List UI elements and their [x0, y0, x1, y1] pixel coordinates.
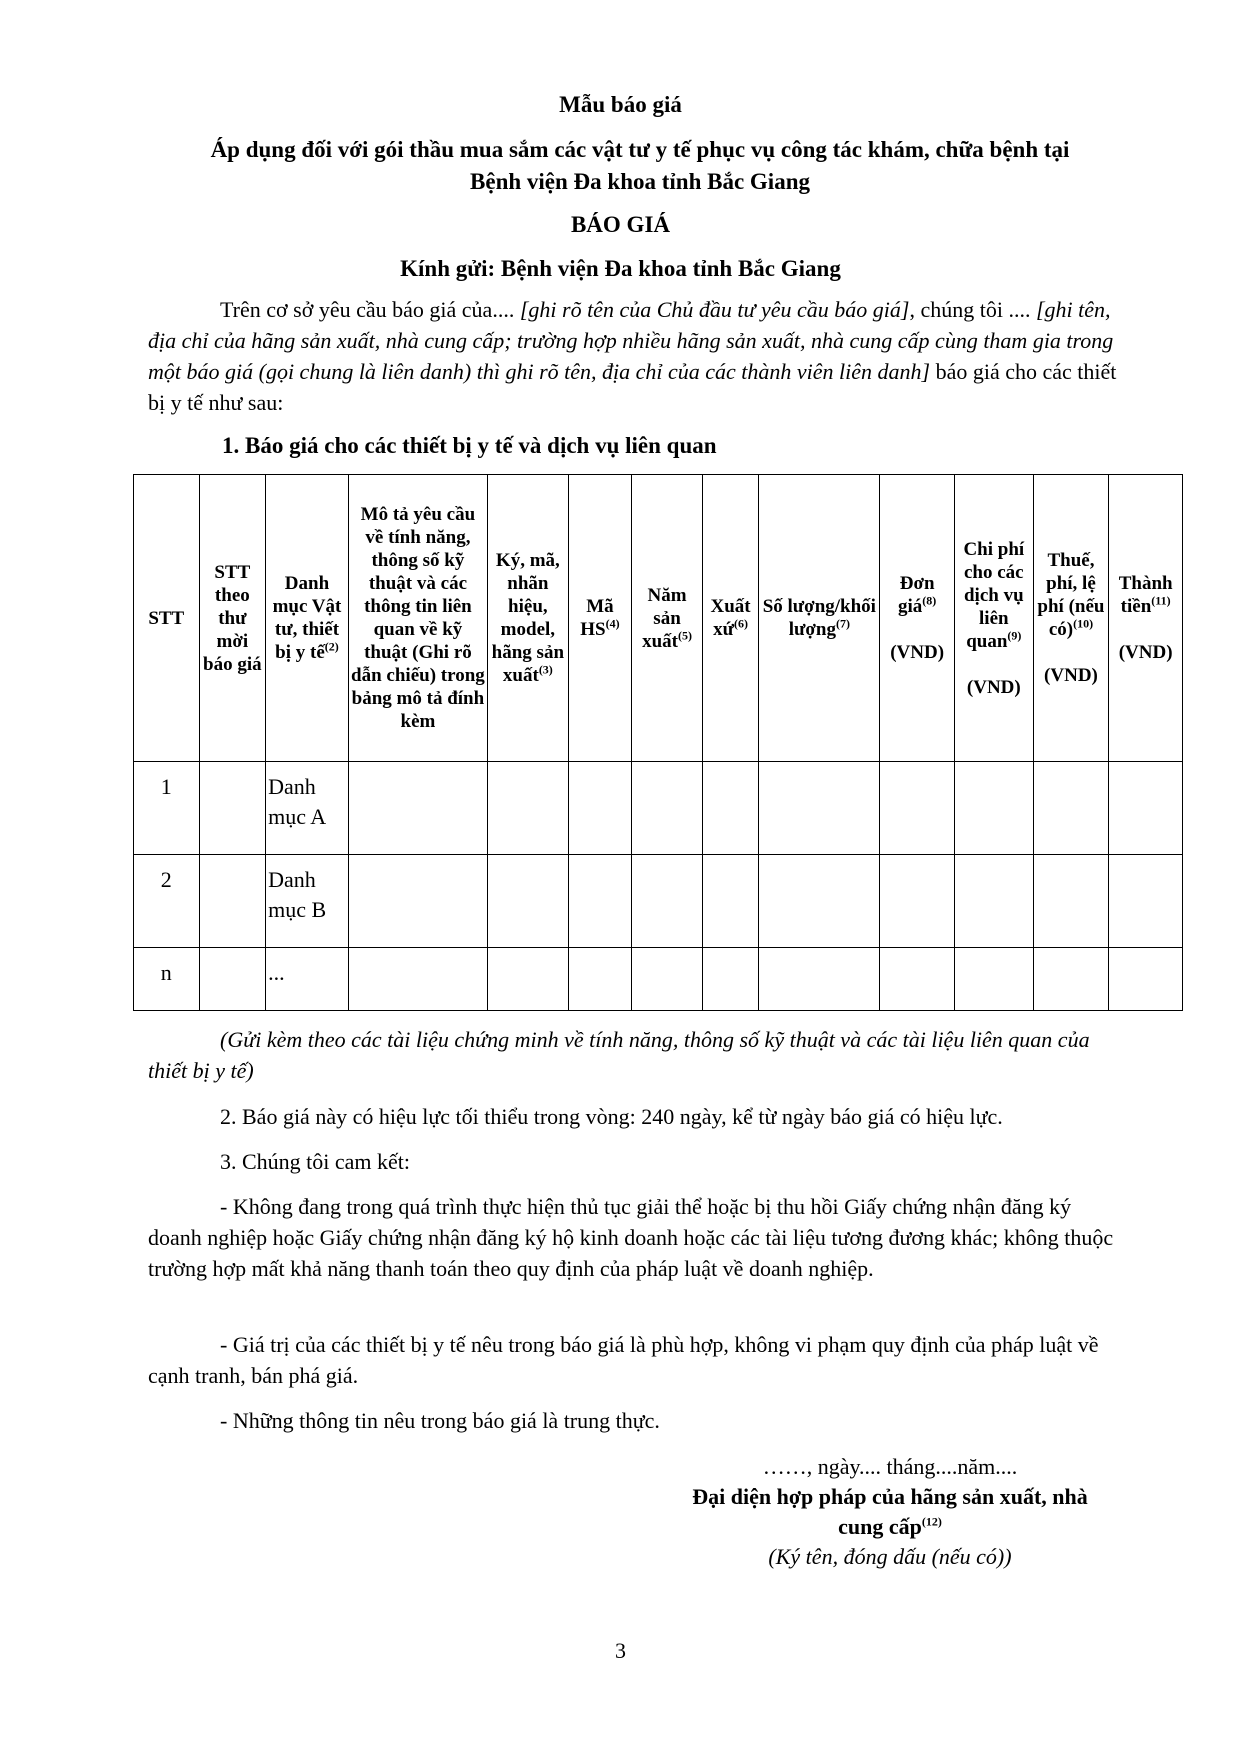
commitment-heading: 3. Chúng tôi cam kết: [220, 1149, 411, 1174]
header-service-cost: Chi phí cho các dịch vụ liên quan$^{(9)}$ (VND) [954, 475, 1033, 762]
cell-empty [632, 855, 703, 948]
section-1-title: 1. Báo giá cho các thiết bị y tế và dịch vụ liên quan [222, 433, 717, 458]
header-brand: Ký, mã, nhãn hiệu, model, hãng sản xuất$^{(3)}$ [488, 475, 569, 762]
header-stt: STT [134, 475, 200, 762]
cell-empty [759, 855, 880, 948]
cell-empty [702, 855, 758, 948]
cell-empty [759, 762, 880, 855]
cell-empty [199, 762, 266, 855]
recipient-line: Kính gửi: Bệnh viện Đa khoa tỉnh Bắc Giang [400, 256, 841, 281]
cell-empty [1109, 762, 1183, 855]
header-origin: Xuất xứ$^{(6)}$ [702, 475, 758, 762]
form-title: Mẫu báo giá [559, 92, 682, 117]
cell-empty [199, 948, 266, 1011]
attachment-note: (Gửi kèm theo các tài liệu chứng minh về tính năng, thông số kỹ thuật và các tài liệu liên quan của thiết bị y tế) [148, 1027, 1090, 1083]
intro-paragraph [148, 294, 1123, 418]
intro-investor-placeholder: [ghi rõ tên của Chủ đầu tư yêu cầu báo giá] [519, 297, 910, 322]
cell-empty [348, 948, 487, 1011]
cell-empty [880, 855, 955, 948]
header-total: Thành tiền$^{(11)}$ (VND) [1109, 475, 1183, 762]
cell-empty [568, 948, 632, 1011]
cell-empty [568, 855, 632, 948]
cell-empty [1109, 948, 1183, 1011]
apply-heading [150, 134, 1130, 198]
cell-category: ... [266, 948, 349, 1011]
signature-block [640, 1452, 1140, 1572]
header-year: Năm sản xuất$^{(5)}$ [632, 475, 703, 762]
table-row [134, 855, 1183, 948]
intro-supplier-placeholder: [ghi tên, địa chỉ của hãng sản xuất, nhà cung cấp; trường hợp nhiều hãng sản xuất, nhà cung cấp cùng tham gia trong một báo giá (gọi chung là liên danh) thì ghi rõ tên, địa chỉ của các thành viên liên danh] [148, 297, 1114, 384]
cell-empty [568, 762, 632, 855]
cell-stt: n [134, 948, 200, 1011]
cell-category: Danh mục B [266, 855, 349, 948]
cell-stt: 1 [134, 762, 200, 855]
cell-category: Danh mục A [266, 762, 349, 855]
intro-part-3: , chúng tôi .... [909, 297, 1031, 322]
cell-empty [488, 762, 569, 855]
cell-empty [1033, 855, 1109, 948]
cell-empty [1033, 948, 1109, 1011]
cell-empty [632, 948, 703, 1011]
table-row [134, 948, 1183, 1011]
cell-empty [702, 948, 758, 1011]
cell-empty [759, 948, 880, 1011]
header-stt-invite: STT theo thư mời báo giá [199, 475, 266, 762]
table-header-row [134, 475, 1183, 762]
table-row [134, 762, 1183, 855]
cell-empty [954, 855, 1033, 948]
cell-empty [880, 948, 955, 1011]
intro-part-5: báo giá cho các thiết bị y tế như sau: [148, 359, 1117, 415]
cell-empty [348, 855, 487, 948]
cell-empty [954, 762, 1033, 855]
page-number: 3 [615, 1638, 626, 1663]
header-unit-price: Đơn giá$^{(8)}$ (VND) [880, 475, 955, 762]
cell-empty [954, 948, 1033, 1011]
cell-empty [488, 855, 569, 948]
representative-title: Đại diện hợp pháp của hãng sản xuất, nhà cung cấp$^{(12)}$ [692, 1484, 1088, 1539]
intro-part-1: Trên cơ sở yêu cầu báo giá của.... [220, 297, 515, 322]
date-line: ……, ngày.... tháng....năm.... [762, 1454, 1018, 1479]
document-title: BÁO GIÁ [570, 212, 671, 237]
header-description: Mô tả yêu cầu về tính năng, thông số kỹ thuật và các thông tin liên quan về kỹ thuật (Ghi rõ dẫn chiếu) trong bảng mô tả đính kèm [348, 475, 487, 762]
sign-instruction: (Ký tên, đóng dấu (nếu có)) [768, 1544, 1012, 1569]
cell-empty [488, 948, 569, 1011]
header-quantity: Số lượng/khối lượng$^{(7)}$ [759, 475, 880, 762]
cell-empty [702, 762, 758, 855]
cell-empty [1109, 855, 1183, 948]
apply-line-1: Áp dụng đối với gói thầu mua sắm các vật tư y tế phục vụ công tác khám, chữa bệnh tại [210, 137, 1070, 162]
cell-empty [199, 855, 266, 948]
quotation-table [133, 474, 1183, 1011]
validity-clause: 2. Báo giá này có hiệu lực tối thiểu trong vòng: 240 ngày, kể từ ngày báo giá có hiệu lực. [220, 1104, 1003, 1129]
cell-empty [348, 762, 487, 855]
commitment-1: - Không đang trong quá trình thực hiện thủ tục giải thể hoặc bị thu hồi Giấy chứng nhận đăng ký doanh nghiệp hoặc Giấy chứng nhận đăng ký hộ kinh doanh hoặc các tài liệu tương đương khác; không thuộc trường hợp mất khả năng thanh toán theo quy định của pháp luật về doanh nghiệp. [148, 1194, 1114, 1281]
header-tax: Thuế, phí, lệ phí (nếu có)$^{(10)}$ (VND) [1033, 475, 1109, 762]
apply-line-2: Bệnh viện Đa khoa tỉnh Bắc Giang [470, 169, 810, 194]
commitment-3: - Những thông tin nêu trong báo giá là trung thực. [220, 1408, 660, 1433]
commitment-2: - Giá trị của các thiết bị y tế nêu trong báo giá là phù hợp, không vi phạm quy định của pháp luật về cạnh tranh, bán phá giá. [148, 1332, 1099, 1388]
cell-empty [1033, 762, 1109, 855]
header-category: Danh mục Vật tư, thiết bị y tế$^{(2)}$ [266, 475, 349, 762]
cell-empty [632, 762, 703, 855]
cell-empty [880, 762, 955, 855]
header-hs-code: Mã HS$^{(4)}$ [568, 475, 632, 762]
cell-stt: 2 [134, 855, 200, 948]
